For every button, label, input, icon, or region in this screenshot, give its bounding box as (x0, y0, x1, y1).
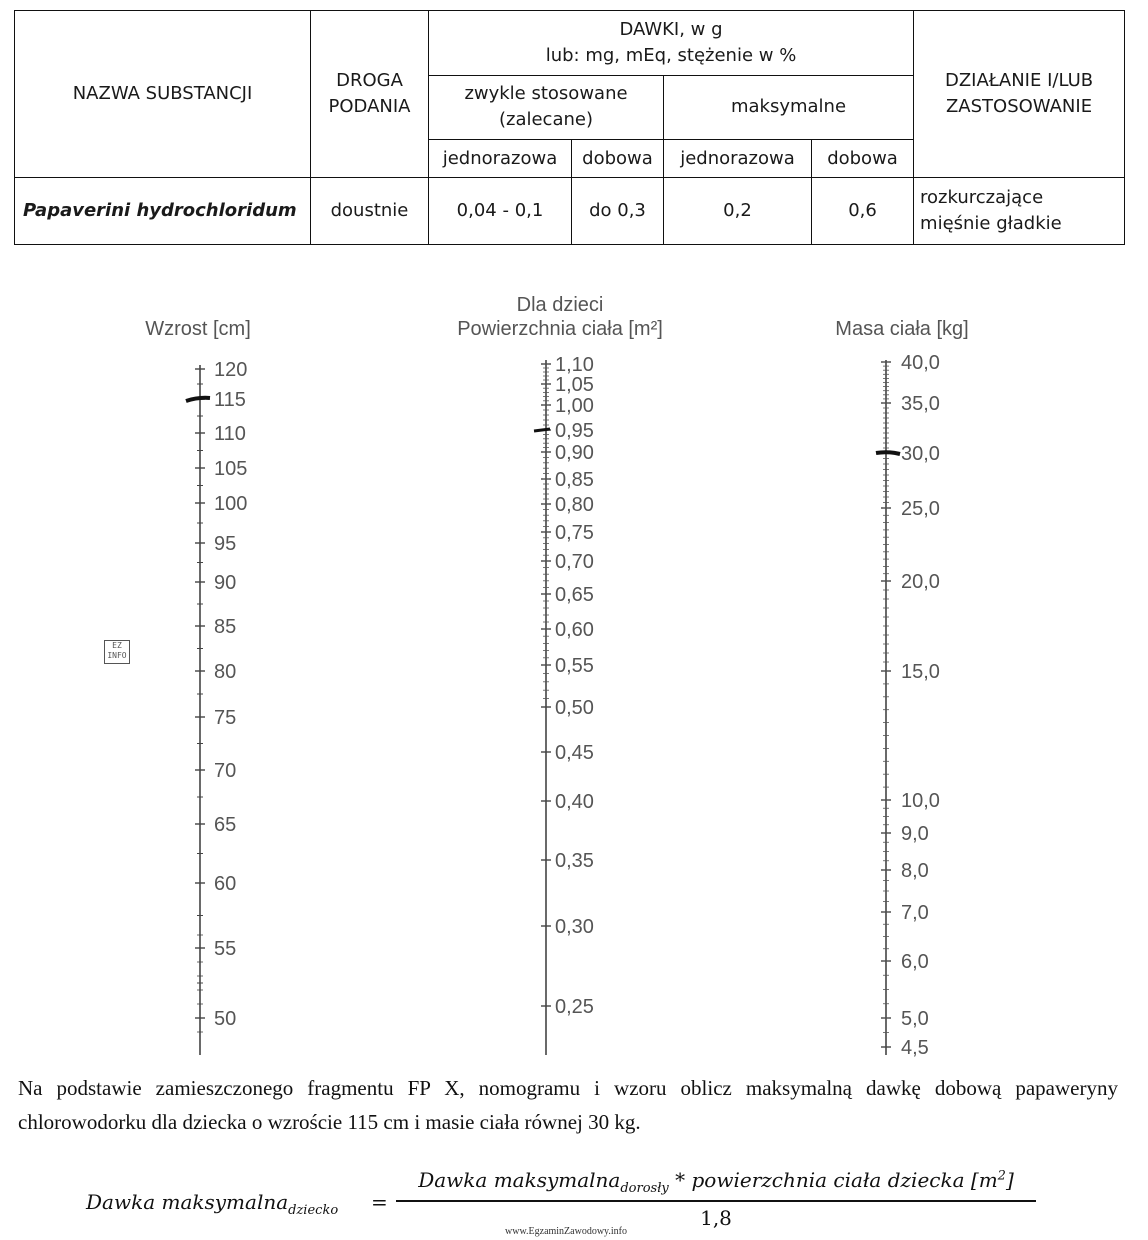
formula-lhs-sub: dziecko (288, 1203, 339, 1218)
formula-lhs (86, 1190, 338, 1218)
watermark-icon: EZ INFO (104, 640, 130, 664)
surface-tick-label: 0,40 (555, 791, 594, 813)
surface-tick-label: 0,90 (555, 442, 594, 464)
mass-tick-label: 5,0 (901, 1008, 929, 1030)
mass-tick-label: 35,0 (901, 393, 940, 415)
mass-tick-label: 7,0 (901, 902, 929, 924)
mass-tick-label: 25,0 (901, 498, 940, 520)
height-tick-label: 70 (214, 760, 237, 782)
question-text: Na podstawie zamieszczonego fragmentu FP X, nomogramu i wzoru oblicz maksymalną dawkę dobową papaweryny chlorowodorku dla dziecka o wzroście 115 cm i masie ciała równej 30 kg. (18, 1076, 1118, 1134)
mass-marker (876, 452, 900, 454)
header-usual: zwykle stosowane (zalecane) (429, 75, 664, 140)
formula-num-a: Dawka maksymalna (418, 1168, 621, 1192)
height-tick-label: 65 (214, 814, 237, 836)
surface-scale-title-2: Powierzchnia ciała [m²] (457, 318, 663, 340)
dosage-table (14, 10, 1125, 245)
header-doses-unit: DAWKI, w g (619, 18, 723, 40)
surface-tick-label: 0,35 (555, 850, 594, 872)
header-route: DROGA PODANIA (311, 11, 429, 178)
surface-tick-label: 0,70 (555, 551, 594, 573)
height-tick-label: 55 (214, 938, 237, 960)
mass-scale-title: Masa ciała [kg] (835, 318, 969, 340)
nomogram (0, 285, 1148, 1060)
surface-tick-label: 0,30 (555, 916, 594, 938)
max-single-dose: 0,2 (664, 178, 812, 245)
height-tick-label: 60 (214, 873, 237, 895)
header-substance-name: NAZWA SUBSTANCJI (15, 11, 311, 178)
height-tick-label: 105 (214, 458, 248, 480)
surface-tick-label: 0,85 (555, 469, 594, 491)
surface-tick-label: 1,00 (555, 395, 594, 417)
mass-tick-label: 30,0 (901, 443, 940, 465)
header-maximal: maksymalne (664, 75, 914, 140)
mass-tick-label: 9,0 (901, 823, 929, 845)
surface-tick-label: 0,55 (555, 655, 594, 677)
surface-scale-title-1: Dla dzieci (516, 294, 604, 316)
max-daily-dose: 0,6 (812, 178, 914, 245)
formula-lhs-text: Dawka maksymalna (86, 1190, 289, 1214)
height-tick-label: 120 (214, 359, 248, 381)
height-scale-title: Wzrost [cm] (145, 318, 251, 340)
header-action: DZIAŁANIE I/LUB ZASTOSOWANIE (914, 11, 1125, 178)
formula-equals: = (371, 1190, 388, 1214)
surface-tick-label: 1,10 (555, 354, 594, 376)
mass-tick-label: 20,0 (901, 571, 940, 593)
surface-tick-label: 0,95 (555, 420, 594, 442)
surface-tick-label: 1,05 (555, 374, 594, 396)
surface-tick-label: 0,65 (555, 584, 594, 606)
mass-tick-label: 4,5 (901, 1037, 929, 1059)
header-doses (429, 11, 914, 76)
formula-num-b-sup: 2 (997, 1168, 1006, 1184)
header-max-single: jednorazowa (664, 140, 812, 178)
surface-tick-label: 0,50 (555, 697, 594, 719)
mass-tick-label: 10,0 (901, 790, 940, 812)
header-max-daily: dobowa (812, 140, 914, 178)
height-marker (186, 398, 210, 401)
mass-tick-label: 6,0 (901, 951, 929, 973)
mass-tick-label: 8,0 (901, 860, 929, 882)
header-usual-single: jednorazowa (429, 140, 572, 178)
usual-daily-dose: do 0,3 (572, 178, 664, 245)
formula-num-c: ] (1005, 1168, 1014, 1192)
header-doses-alt-units: lub: mg, mEq, stężenie w % (545, 44, 797, 66)
surface-tick-label: 0,25 (555, 996, 594, 1018)
formula-fraction-bar (396, 1200, 1036, 1202)
mass-tick-label: 15,0 (901, 661, 940, 683)
height-tick-label: 85 (214, 616, 237, 638)
formula-denominator: 1,8 (700, 1206, 732, 1230)
height-tick-label: 80 (214, 661, 237, 683)
height-tick-label: 115 (214, 389, 246, 411)
header-usual-daily: dobowa (572, 140, 664, 178)
substance-name: Papaverini hydrochloridum (15, 178, 311, 245)
height-tick-label: 90 (214, 572, 237, 594)
surface-marker (534, 429, 550, 431)
height-tick-label: 110 (214, 423, 246, 445)
height-tick-label: 50 (214, 1008, 237, 1030)
usual-single-dose: 0,04 - 0,1 (429, 178, 572, 245)
mass-tick-label: 40,0 (901, 352, 940, 374)
height-tick-label: 95 (214, 533, 237, 555)
route-value: doustnie (311, 178, 429, 245)
height-tick-label: 75 (214, 707, 237, 729)
height-tick-label: 100 (214, 493, 248, 515)
formula-numerator (396, 1168, 1036, 1196)
surface-tick-label: 0,60 (555, 619, 594, 641)
formula-num-b: * powierzchnia ciała dziecka [m (668, 1168, 998, 1192)
dose-formula (86, 1168, 1046, 1232)
surface-tick-label: 0,80 (555, 494, 594, 516)
formula-num-a-sub: dorosły (620, 1181, 669, 1196)
surface-tick-label: 0,75 (555, 522, 594, 544)
footer-url: www.EgzaminZawodowy.info (505, 1226, 628, 1237)
surface-tick-label: 0,45 (555, 742, 594, 764)
action-value: rozkurczające mięśnie gładkie (914, 178, 1125, 245)
